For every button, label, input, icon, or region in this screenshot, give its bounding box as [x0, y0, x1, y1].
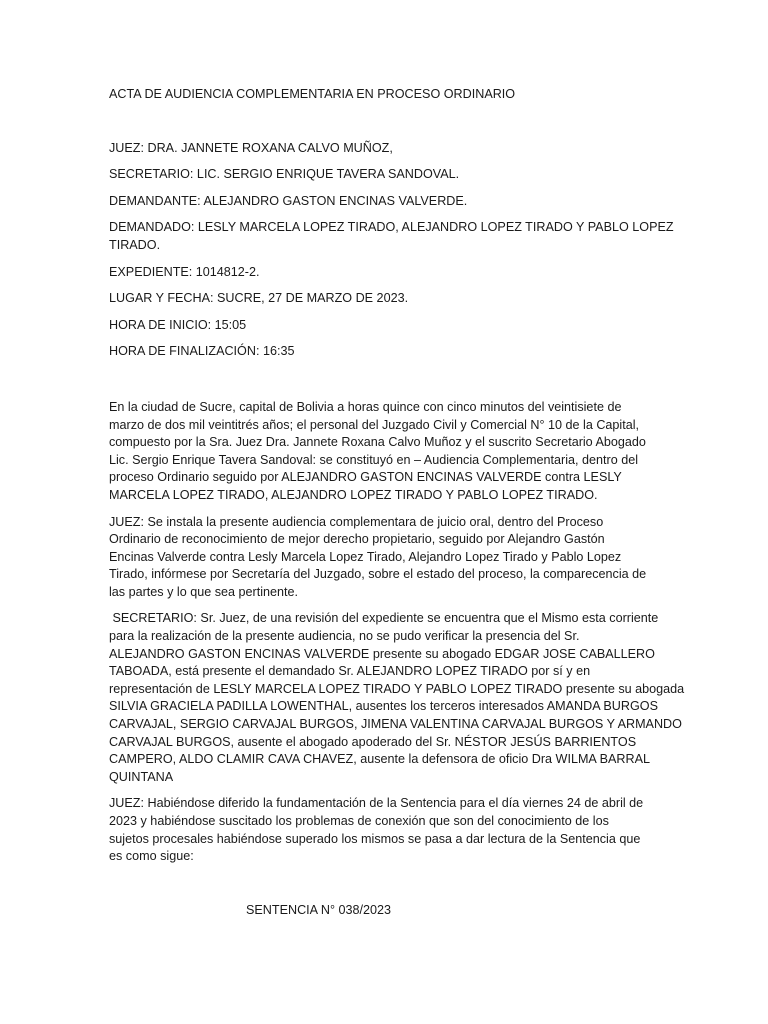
paragraph-line: CARVAJAL, SERGIO CARVAJAL BURGOS, JIMENA VALENTINA CARVAJAL BURGOS Y ARMANDO	[109, 717, 682, 732]
paragraph-intro	[109, 399, 657, 505]
document-body	[109, 86, 685, 919]
lugar-fecha-line: LUGAR Y FECHA: SUCRE, 27 DE MARZO DE 2023.	[109, 291, 409, 306]
paragraph-line: QUINTANA	[109, 769, 174, 784]
paragraph-line: las partes y lo que sea pertinente.	[109, 584, 299, 599]
paragraph-line: Tirado, infórmese por Secretaría del Juzgado, sobre el estado del proceso, la comparecencia de	[109, 567, 647, 582]
expediente-line: EXPEDIENTE: 1014812-2.	[109, 264, 260, 279]
paragraph-line: es como sigue:	[109, 849, 194, 864]
paragraph-line: Encinas Valverde contra Lesly Marcela Lopez Tirado, Alejandro Lopez Tirado y Pablo Lopez	[109, 549, 622, 564]
document-title: ACTA DE AUDIENCIA COMPLEMENTARIA EN PROCESO ORDINARIO	[109, 87, 516, 101]
paragraph-line: SECRETARIO: Sr. Juez, de una revisión del expediente se encuentra que el Mismo esta corriente	[109, 611, 659, 626]
hora-inicio-line: HORA DE INICIO: 15:05	[109, 317, 247, 332]
demandado-line-1: DEMANDADO: LESLY MARCELA LOPEZ TIRADO, ALEJANDRO LOPEZ TIRADO Y PABLO LOPEZ	[109, 220, 674, 235]
paragraph-line: para la realización de la presente audiencia, no se pudo verificar la presencia del Sr.	[109, 629, 580, 644]
hora-fin-line: HORA DE FINALIZACIÓN: 16:35	[109, 344, 295, 359]
paragraph-juez-sentencia	[109, 795, 657, 865]
paragraph-line: Lic. Sergio Enrique Tavera Sandoval: se constituyó en – Audiencia Complementaria, dentro del	[109, 452, 639, 467]
sentencia-heading: SENTENCIA N° 038/2023	[246, 902, 392, 917]
juez-line: JUEZ: DRA. JANNETE ROXANA CALVO MUÑOZ,	[109, 140, 393, 155]
paragraph-line: CARVAJAL BURGOS, ausente el abogado apoderado del Sr. NÉSTOR JESÚS BARRIENTOS	[109, 734, 637, 749]
paragraph-line: CAMPERO, ALDO CLAMIR CAVA CHAVEZ, ausente la defensora de oficio Dra WILMA BARRAL	[109, 752, 651, 767]
paragraph-line: compuesto por la Sra. Juez Dra. Jannete Roxana Calvo Muñoz y el suscrito Secretario Abogado	[109, 435, 646, 450]
paragraph-line: En la ciudad de Sucre, capital de Bolivia a horas quince con cinco minutos del veintisiete de	[109, 399, 622, 414]
demandante-line: DEMANDANTE: ALEJANDRO GASTON ENCINAS VALVERDE.	[109, 193, 468, 208]
paragraph-line: representación de LESLY MARCELA LOPEZ TIRADO Y PABLO LOPEZ TIRADO presente su abogada	[109, 681, 685, 696]
paragraph-line: 2023 y habiéndose suscitado los problemas de conexión que son del conocimiento de los	[109, 814, 609, 828]
paragraph-juez-instala	[109, 514, 657, 602]
paragraph-line: proceso Ordinario seguido por ALEJANDRO GASTON ENCINAS VALVERDE contra LESLY	[109, 470, 622, 485]
paragraph-line: marzo de dos mil veintitrés años; el personal del Juzgado Civil y Comercial N° 10 de la Capital,	[109, 417, 640, 432]
paragraph-line: MARCELA LOPEZ TIRADO, ALEJANDRO LOPEZ TIRADO Y PABLO LOPEZ TIRADO.	[109, 487, 598, 502]
paragraph-line: JUEZ: Habiéndose diferido la fundamentación de la Sentencia para el día viernes 24 de abril de	[109, 796, 644, 811]
paragraph-secretario	[109, 610, 685, 786]
paragraph-line: sujetos procesales habiéndose superado los mismos se pasa a dar lectura de la Sentencia que	[109, 831, 641, 846]
paragraph-line: ALEJANDRO GASTON ENCINAS VALVERDE presente su abogado EDGAR JOSE CABALLERO	[109, 646, 655, 661]
paragraph-line: TABOADA, está presente el demandado Sr. ALEJANDRO LOPEZ TIRADO por sí y en	[109, 664, 591, 679]
demandado-line-2: TIRADO.	[109, 237, 161, 252]
paragraph-line: JUEZ: Se instala la presente audiencia complementara de juicio oral, dentro del Proceso	[109, 514, 604, 529]
paragraph-line: SILVIA GRACIELA PADILLA LOWENTHAL, ausentes los terceros interesados AMANDA BURGOS	[109, 699, 658, 714]
secretario-line: SECRETARIO: LIC. SERGIO ENRIQUE TAVERA SANDOVAL.	[109, 167, 460, 182]
paragraph-line: Ordinario de reconocimiento de mejor derecho propietario, seguido por Alejandro Gastón	[109, 532, 605, 547]
demandado-block	[109, 219, 674, 254]
